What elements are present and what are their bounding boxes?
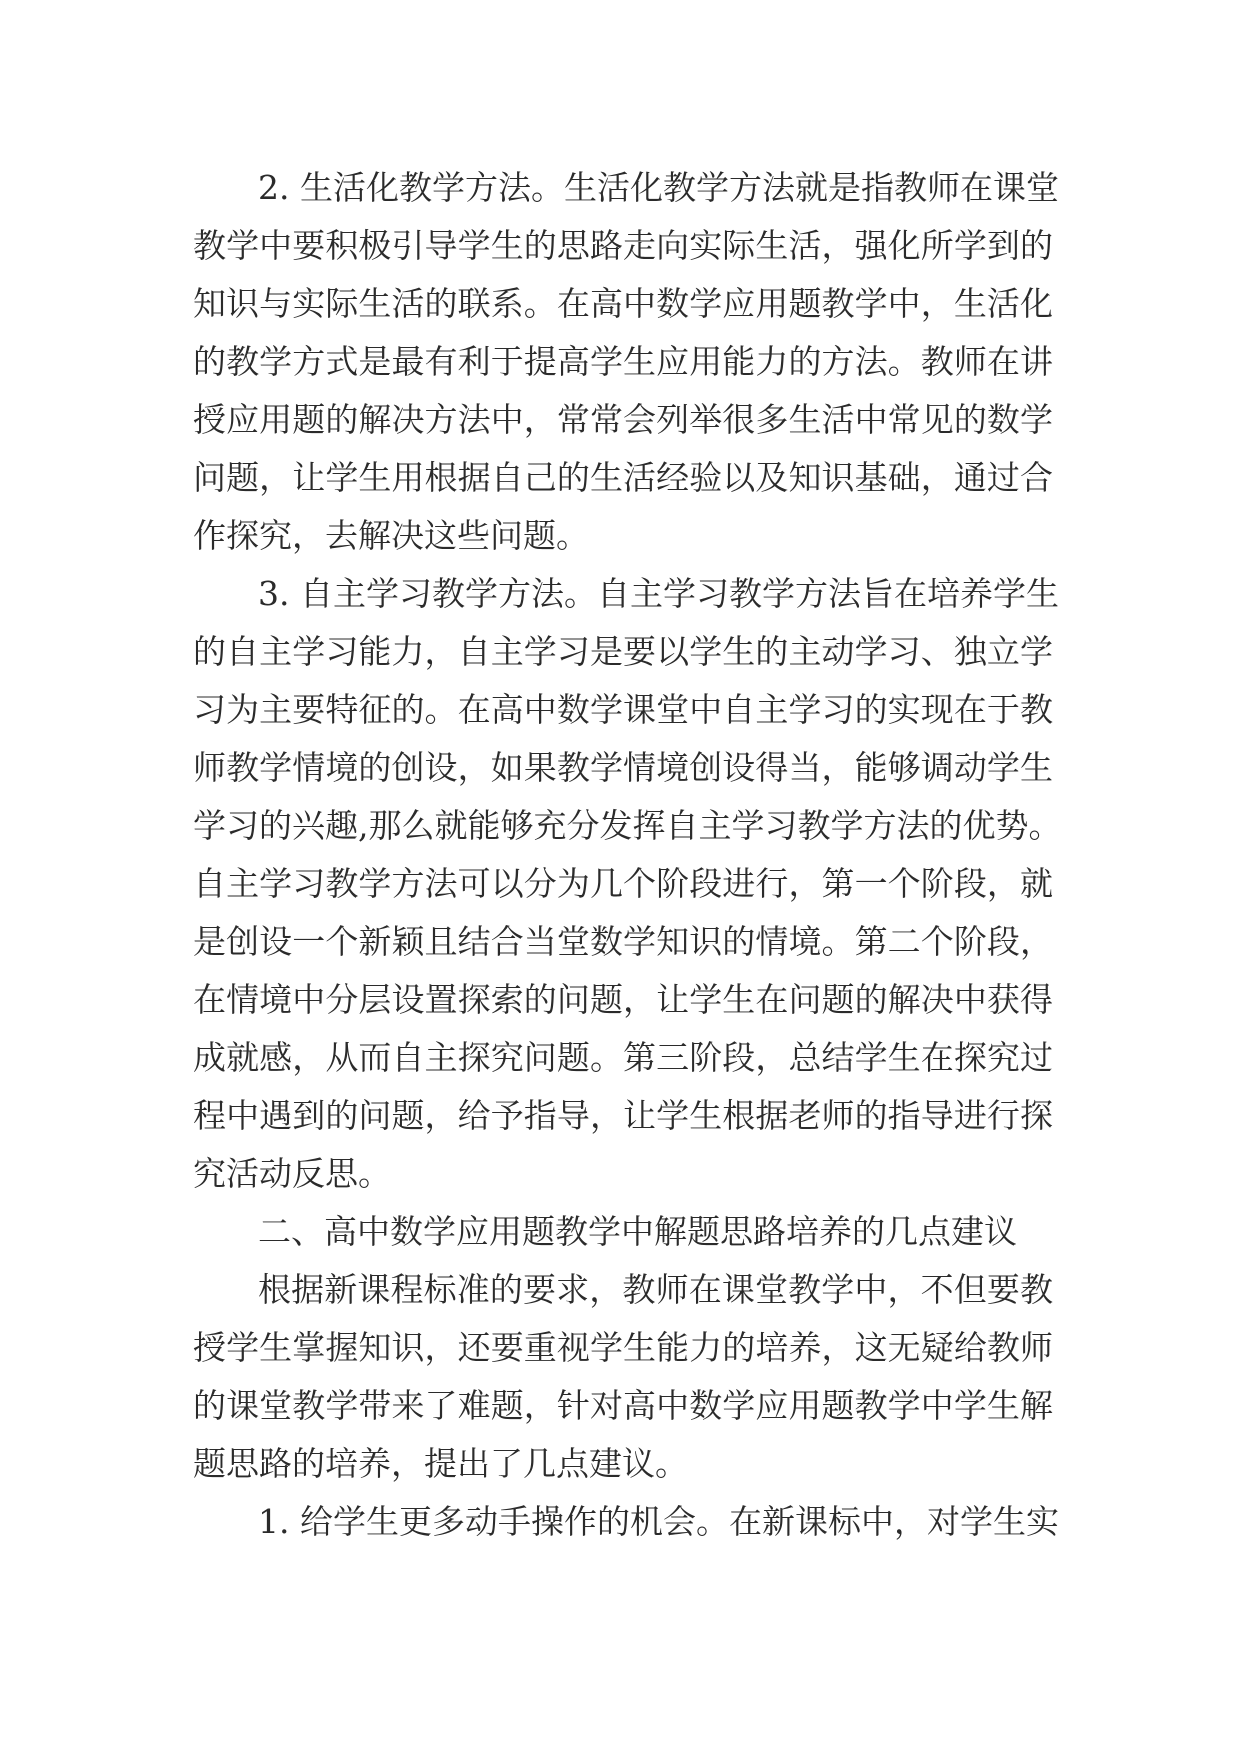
- paragraph-line: 问题，让学生用根据自己的生活经验以及知识基础，通过合: [193, 458, 1053, 497]
- paragraph-line: 学习的兴趣,那么就能够充分发挥自主学习教学方法的优势。: [193, 806, 1062, 845]
- paragraph-line: 3. 自主学习教学方法。自主学习教学方法旨在培养学生: [258, 574, 1059, 613]
- paragraph-line: 在情境中分层设置探索的问题，让学生在问题的解决中获得: [193, 980, 1053, 1019]
- paragraph-line: 自主学习教学方法可以分为几个阶段进行，第一个阶段，就: [193, 864, 1053, 903]
- paragraph-line: 成就感，从而自主探究问题。第三阶段，总结学生在探究过: [193, 1038, 1053, 1077]
- paragraph-line: 的教学方式是最有利于提高学生应用能力的方法。教师在讲: [193, 342, 1053, 381]
- paragraph-line: 教学中要积极引导学生的思路走向实际生活，强化所学到的: [193, 226, 1053, 265]
- section-heading: 二、高中数学应用题教学中解题思路培养的几点建议: [258, 1212, 1017, 1251]
- paragraph-line: 知识与实际生活的联系。在高中数学应用题教学中，生活化: [193, 284, 1053, 323]
- paragraph-line: 是创设一个新颖且结合当堂数学知识的情境。第二个阶段，: [193, 922, 1053, 961]
- paragraph-line: 1. 给学生更多动手操作的机会。在新课标中，对学生实: [258, 1502, 1059, 1541]
- paragraph-line: 作探究，去解决这些问题。: [193, 516, 589, 555]
- paragraph-line: 的自主学习能力，自主学习是要以学生的主动学习、独立学: [193, 632, 1053, 671]
- paragraph-line: 题思路的培养，提出了几点建议。: [193, 1444, 688, 1483]
- paragraph-line: 根据新课程标准的要求，教师在课堂教学中，不但要教: [258, 1270, 1053, 1309]
- paragraph-line: 究活动反思。: [193, 1154, 391, 1193]
- paragraph-line: 授学生掌握知识，还要重视学生能力的培养，这无疑给教师: [193, 1328, 1053, 1367]
- paragraph-line: 师教学情境的创设，如果教学情境创设得当，能够调动学生: [193, 748, 1053, 787]
- paragraph-line: 2. 生活化教学方法。生活化教学方法就是指教师在课堂: [258, 168, 1059, 207]
- paragraph-line: 程中遇到的问题，给予指导，让学生根据老师的指导进行探: [193, 1096, 1053, 1135]
- paragraph-line: 的课堂教学带来了难题，针对高中数学应用题教学中学生解: [193, 1386, 1053, 1425]
- paragraph-line: 习为主要特征的。在高中数学课堂中自主学习的实现在于教: [193, 690, 1053, 729]
- paragraph-line: 授应用题的解决方法中，常常会列举很多生活中常见的数学: [193, 400, 1053, 439]
